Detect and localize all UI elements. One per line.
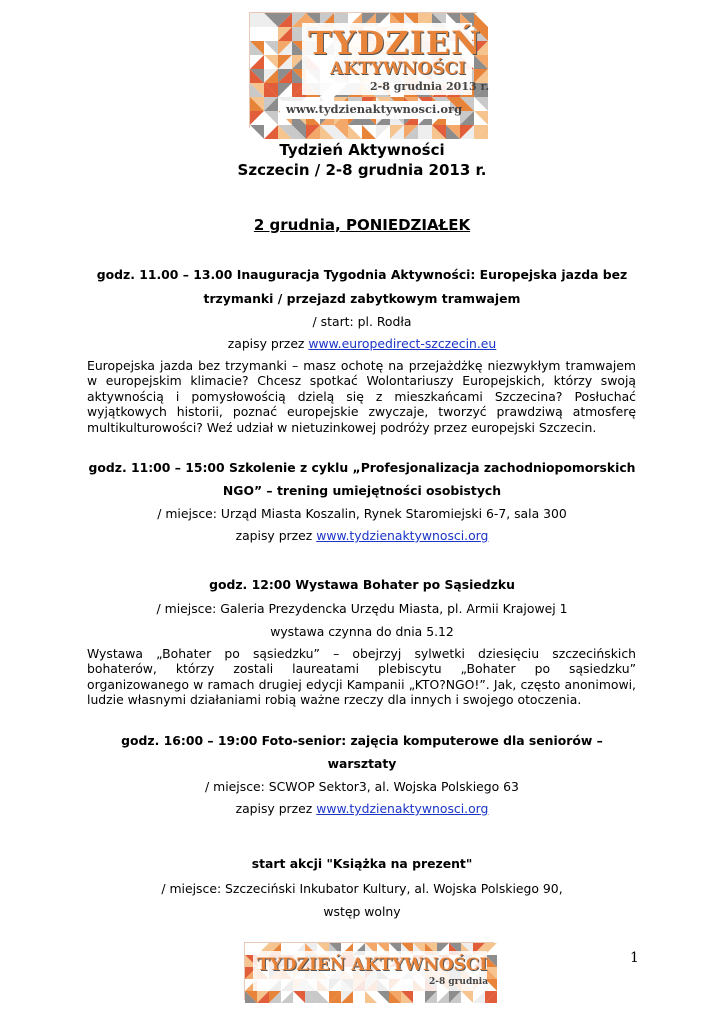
event-title-cont: NGO” – trening umiejętności osobistych: [222, 483, 502, 498]
signup-link[interactable]: www.tydzienaktywnosci.org: [316, 528, 489, 543]
event-title: godz. 11.00 – 13.00 Inauguracja Tygodnia Aktywności: Europejska jazda bez: [96, 267, 628, 282]
event-title: godz. 12:00 Wystawa Bohater po Sąsiedzku: [209, 577, 515, 592]
logo-url-box: [280, 101, 463, 119]
event-title: godz. 11:00 – 15:00 Szkolenie z cyklu „Profesjonalizacja zachodniopomorskich: [88, 460, 636, 475]
signup-link[interactable]: www.europedirect-szczecin.eu: [308, 336, 497, 351]
logo-title: TYDZIEŃ: [308, 24, 482, 62]
footer-logo: [244, 942, 494, 1000]
event-note: wystawa czynna do dnia 5.12: [270, 624, 454, 639]
event-signup: [80, 801, 644, 817]
signup-label: zapisy przez: [235, 528, 317, 543]
event-place: / miejsce: Galeria Prezydencka Urzędu Miasta, pl. Armii Krajowej 1: [156, 601, 568, 616]
logo-url: www.tydzienaktywnosci.org: [286, 102, 463, 116]
signup-label: zapisy przez: [227, 336, 309, 351]
page-number: 1: [630, 950, 639, 966]
event-description: Europejska jazda bez trzymanki – masz ochotę na przejażdżkę niezwykłym tramwajem w europejskim klimacie? Chcesz spotkać Wolontariuszy Europejskich, którzy swoją aktywnością i pomysłowością dzielą się z mieszkańcami Szczecina? Posłuchać wyjątkowych historii, poznać europejskie zwyczaje, tworzyć prawdziwą atmosferę multikulturowości? Weź udział w nietuzinkowej podróży przez europejski Szczecin.: [87, 358, 636, 435]
document-subtitle: Szczecin / 2-8 grudnia 2013 r.: [237, 161, 487, 179]
day-heading: 2 grudnia, PONIEDZIAŁEK: [253, 216, 471, 234]
event-title: godz. 16:00 – 19:00 Foto-senior: zajęcia komputerowe dla seniorów –: [121, 733, 603, 748]
event-note: wstęp wolny: [323, 904, 401, 919]
event-signup: [80, 528, 644, 544]
event-signup: [80, 336, 644, 352]
event-title: start akcji "Książka na prezent": [251, 856, 473, 871]
signup-link[interactable]: www.tydzienaktywnosci.org: [316, 801, 489, 816]
event-place: / start: pl. Rodła: [312, 314, 412, 329]
logo-dates: 2-8 grudnia 2013 r.: [370, 80, 490, 93]
logo-subtitle: AKTYWNOŚCI: [330, 59, 466, 79]
event-place: / miejsce: Urząd Miasta Koszalin, Rynek Staromiejski 6-7, sala 300: [157, 506, 567, 521]
signup-label: zapisy przez: [235, 801, 317, 816]
event-place: / miejsce: SCWOP Sektor3, al. Wojska Polskiego 63: [205, 779, 519, 794]
event-description: Wystawa „Bohater po sąsiedzku” – obejrzyj sylwetki dziesięciu szczecińskich bohaterów, którzy zostali laureatami plebiscytu „Bohater po sąsiedzku” organizowanego w ramach drugiej edycji Kampanii „KTO?NGO!”. Jak, często anonimowi, ludzie własnymi działaniami robią ważne rzeczy dla innych i swojego otoczenia.: [87, 646, 636, 708]
event-logo: [249, 12, 490, 128]
event-place: / miejsce: Szczeciński Inkubator Kultury, al. Wojska Polskiego 90,: [161, 881, 563, 896]
footer-logo-title: TYDZIEŃ AKTYWNOŚCI: [257, 955, 488, 975]
document-title: Tydzień Aktywności: [279, 141, 445, 159]
event-title-cont: warsztaty: [327, 756, 397, 771]
footer-logo-dates: 2-8 grudnia: [429, 977, 489, 987]
event-title-cont: trzymanki / przejazd zabytkowym tramwajem: [203, 291, 521, 306]
